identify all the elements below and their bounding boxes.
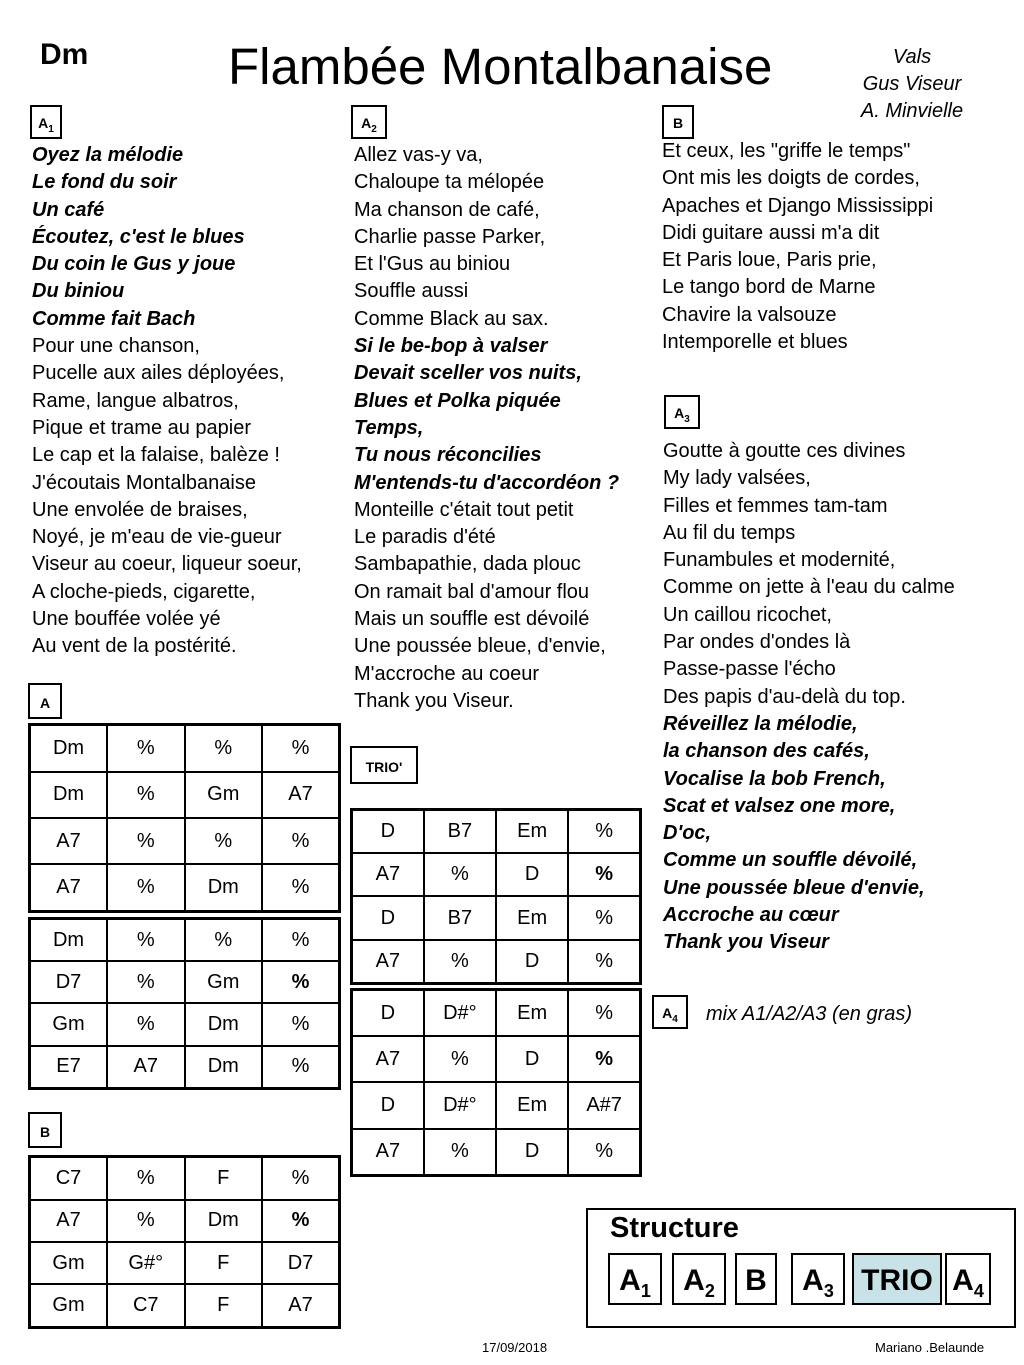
chord-cell: D [352,990,424,1037]
chord-cell: Dm [185,864,263,911]
lyric-line: Comme on jette à l'eau du calme [663,576,955,599]
lyric-line: Du biniou [32,280,125,303]
chord-row [30,919,340,962]
lyric-line: Chaloupe ta mélopée [354,171,545,194]
lyric-line: Et ceux, les "griffe le temps" [662,140,911,162]
chord-row [352,990,641,1037]
chord-cell: % [568,810,640,854]
lyric-line: M'entends-tu d'accordéon ? [354,471,620,494]
lyric-line: Et l'Gus au biniou [354,253,511,276]
chord-cell: A7 [30,864,108,911]
chord-row [352,853,641,896]
chord-cell: % [107,864,185,911]
lyric-line: Mais un souffle est dévoilé [354,608,590,631]
chord-cell: D [352,810,424,854]
lyric-line: Monteille c'était tout petit [354,498,574,521]
lyric-line: Comme fait Bach [32,307,196,330]
chord-cell: F [185,1284,263,1327]
chord-cell: % [568,940,640,984]
song-title: Flambée Montalbanaise [228,38,773,95]
chord-cell: D [496,1129,568,1176]
lyric-line: Comme Black au sax. [354,307,549,330]
structure-item [791,1253,845,1305]
lyric-line: Du coin le Gus y joue [32,253,236,276]
chord-cell: Gm [185,961,263,1003]
structure-item [945,1253,991,1305]
chord-cell: Gm [30,1284,108,1327]
lyric-line: Le paradis d'été [354,526,496,549]
chord-cell: E7 [30,1046,108,1089]
chord-cell: % [107,1003,185,1045]
chord-cell: % [107,772,185,818]
chord-cell: % [262,818,340,864]
chord-cell: % [262,919,340,962]
lyric-line: Une envolée de braises, [32,498,248,521]
section-label-sub: 2 [371,123,377,135]
chord-cell: Gm [30,1003,108,1045]
chord-cell: A7 [352,1129,424,1176]
grid-label-text: A [39,695,51,711]
chord-cell: D [352,1082,424,1128]
lyric-line: Intemporelle et blues [662,331,848,354]
chord-cell: % [107,818,185,864]
lyric-line: Temps, [354,416,424,439]
chord-cell: G#° [107,1242,185,1284]
chord-row [352,1082,641,1128]
lyrics-a1 [32,142,302,661]
chord-row [352,1129,641,1176]
grid-label-trio [350,746,418,784]
chord-cell: A7 [352,940,424,984]
chord-cell: Dm [185,1200,263,1242]
structure-item-sub: 2 [704,1281,715,1301]
lyric-line: Si le be-bop à valser [354,335,548,358]
chord-cell: Dm [185,1003,263,1045]
chord-cell: C7 [107,1284,185,1327]
chord-row [30,772,340,818]
chord-cell: % [262,961,340,1003]
footer-date: 17/09/2018 [482,1340,548,1355]
chord-cell: % [262,864,340,911]
chord-cell: % [262,1003,340,1045]
lyric-line: Une bouffée volée yé [32,608,221,631]
structure-item-letter: A [619,1264,641,1297]
chord-cell: % [262,725,340,772]
lyric-line: M'accroche au coeur [354,662,540,685]
chord-row [352,896,641,939]
chord-cell: A7 [352,1036,424,1082]
chord-cell: % [568,853,640,896]
section-label-letter: A [361,115,372,131]
lyric-line: Ont mis les doigts de cordes, [662,167,920,190]
chord-cell: % [107,1200,185,1242]
structure-item-sub: 3 [823,1281,834,1301]
section-label-sub: 3 [684,413,690,425]
lyric-line: Accroche au cœur [663,904,839,927]
chord-row [30,961,340,1003]
lyric-line: Scat et valsez one more, [663,794,896,817]
chord-cell: D [496,1036,568,1082]
chord-cell: C7 [30,1157,108,1200]
chord-cell: Em [496,990,568,1037]
chord-cell: Em [496,810,568,854]
lyric-line: D'oc, [663,822,712,845]
lyric-line: Réveillez la mélodie, [663,712,858,735]
lyric-line: Noyé, je m'eau de vie-gueur [32,526,282,549]
lyric-line: Passe-passe l'écho [663,658,836,681]
structure-item-letter: A [683,1264,705,1297]
a4-mix-note: mix A1/A2/A3 (en gras) [706,1003,913,1025]
chord-row [30,1284,340,1327]
section-label-letter: A [38,115,49,131]
lyric-line: Filles et femmes tam-tam [663,494,888,517]
chord-cell: A7 [262,772,340,818]
lyric-line: J'écoutais Montalbanaise [32,471,256,494]
chord-cell: B7 [424,810,496,854]
footer-author: Mariano .Belaunde [875,1340,985,1355]
chord-row [30,1046,340,1089]
chord-cell: Em [496,896,568,939]
section-label-a2 [351,105,387,139]
lyric-line: Chavire la valsouze [662,303,837,326]
song-lyricist: A. Minvielle [860,100,964,122]
chord-row [30,1200,340,1242]
chord-cell: Dm [30,725,108,772]
lyric-line: Allez vas-y va, [354,144,483,166]
chord-cell: A#7 [568,1082,640,1128]
structure-item-letter: A [802,1264,824,1297]
lyric-line: Pucelle aux ailes déployées, [32,362,285,385]
structure-item [608,1253,662,1305]
chord-cell: Dm [30,772,108,818]
chord-row [30,1242,340,1284]
structure-item-letter: A [952,1264,974,1297]
lyric-line: Thank you Viseur. [354,689,514,712]
section-label-b [662,105,694,139]
chord-cell: % [107,1157,185,1200]
lyric-line: Oyez la mélodie [32,144,184,166]
chord-row [30,725,340,772]
chord-row [352,940,641,984]
lyric-line: Un café [32,198,105,221]
section-label-a1 [30,105,62,139]
lyric-line: A cloche-pieds, cigarette, [32,580,256,603]
lyrics-a2 [354,142,619,715]
chord-row [30,1003,340,1045]
chord-cell: % [107,961,185,1003]
chord-cell: Em [496,1082,568,1128]
lyric-line: Viseur au coeur, liqueur soeur, [32,553,302,576]
lyric-line: Funambules et modernité, [663,549,896,572]
lyric-line: Souffle aussi [354,280,469,303]
chord-cell: % [568,990,640,1037]
chord-cell: D#° [424,1082,496,1128]
chord-cell: % [107,725,185,772]
lyric-line: Écoutez, c'est le blues [32,225,245,248]
chord-cell: % [424,853,496,896]
lyric-line: Rame, langue albatros, [32,389,239,412]
section-label-letter: A [674,405,685,421]
chord-cell: % [185,919,263,962]
lyric-line: Et Paris loue, Paris prie, [662,249,877,272]
chord-cell: Gm [185,772,263,818]
chord-grid-trio-bottom [350,988,642,1177]
chord-cell: F [185,1242,263,1284]
lyric-line: Ma chanson de café, [354,198,540,221]
chord-cell: D7 [262,1242,340,1284]
chord-cell: % [568,896,640,939]
structure-item-sub: 1 [640,1281,651,1301]
chord-cell: D [496,853,568,896]
chord-cell: A7 [30,818,108,864]
chord-cell: Gm [30,1242,108,1284]
chord-row [352,1036,641,1082]
grid-label-a [28,683,62,719]
lyric-line: Devait sceller vos nuits, [354,362,582,385]
chord-cell: Dm [30,919,108,962]
lyric-line: Tu nous réconcilies [354,444,542,467]
song-composer: Gus Viseur [862,73,962,95]
lyric-line: Blues et Polka piquée [354,389,561,412]
lyric-line: Un caillou ricochet, [663,603,832,626]
chord-grid-b [28,1155,341,1329]
song-style: Vals [892,46,932,68]
chord-row [30,864,340,911]
lyric-line: Des papis d'au-delà du top. [663,685,906,708]
lyric-line: Goutte à goutte ces divines [663,440,906,462]
chord-cell: % [262,1046,340,1089]
lyric-line: Une poussée bleue, d'envie, [354,635,606,658]
lyric-line: Apaches et Django Mississippi [662,194,934,217]
lyrics-b [662,138,933,356]
chord-cell: D#° [424,990,496,1037]
chord-cell: % [568,1036,640,1082]
chord-cell: % [424,1129,496,1176]
lyric-line: Une poussée bleue d'envie, [663,876,925,899]
chord-cell: % [107,919,185,962]
lyric-line: Le tango bord de Marne [662,276,876,299]
chord-cell: % [262,1200,340,1242]
section-label-sub: 4 [672,1013,678,1025]
lyrics-a3 [663,438,955,957]
lyric-line: Thank you Viseur [663,931,829,954]
lyric-line: Pour une chanson, [32,335,200,358]
chord-row [352,810,641,854]
section-label-a4 [652,995,688,1029]
grid-label-text: TRIO' [365,759,403,775]
chord-cell: A7 [30,1200,108,1242]
lyric-line: Sambapathie, dada plouc [354,553,581,576]
key-signature: Dm [40,38,89,71]
chord-cell: % [262,1157,340,1200]
chord-cell: Dm [185,1046,263,1089]
lyric-line: la chanson des cafés, [663,740,870,763]
chord-cell: A7 [262,1284,340,1327]
chord-cell: B7 [424,896,496,939]
lyric-line: Vocalise la bob French, [663,767,886,790]
lyric-line: Par ondes d'ondes là [663,631,851,654]
lyric-line: Le cap et la falaise, balèze ! [32,444,280,467]
chord-cell: D [496,940,568,984]
chord-cell: A7 [107,1046,185,1089]
chord-cell: % [185,818,263,864]
structure-item [735,1253,777,1305]
chord-cell: D [352,896,424,939]
chord-cell: % [185,725,263,772]
chord-cell: A7 [352,853,424,896]
structure-item-letter: B [745,1264,767,1297]
section-label-letter: B [672,115,684,131]
chord-grid-a-bottom [28,917,341,1090]
lyric-line: Le fond du soir [32,171,177,194]
lyric-line: My lady valsées, [663,467,811,490]
lyric-line: Comme un souffle dévoilé, [663,849,918,872]
chord-grid-a-top [28,723,341,913]
grid-label-text: B [39,1124,51,1140]
structure-item-sub: 4 [973,1281,984,1301]
chord-grid-trio-top [350,808,642,985]
lyric-line: Didi guitare aussi m'a dit [662,221,880,244]
lyric-line: On ramait bal d'amour flou [354,580,590,603]
structure-title: Structure [610,1212,739,1244]
song-meta [842,44,982,125]
chord-row [30,818,340,864]
chord-cell: D7 [30,961,108,1003]
lyric-line: Charlie passe Parker, [354,225,546,248]
lyric-line: Pique et trame au papier [32,416,252,439]
chord-row [30,1157,340,1200]
section-label-letter: A [662,1005,673,1021]
chord-cell: % [568,1129,640,1176]
structure-item [672,1253,726,1305]
chord-cell: % [424,1036,496,1082]
section-label-sub: 1 [48,123,54,135]
grid-label-b [28,1112,62,1148]
lyric-line: Au fil du temps [663,521,796,544]
chord-cell: F [185,1157,263,1200]
structure-item [852,1253,942,1305]
structure-item-letter: TRIO [861,1264,933,1297]
chord-cell: % [424,940,496,984]
section-label-a3 [664,395,700,429]
lyric-line: Au vent de la postérité. [32,635,237,658]
